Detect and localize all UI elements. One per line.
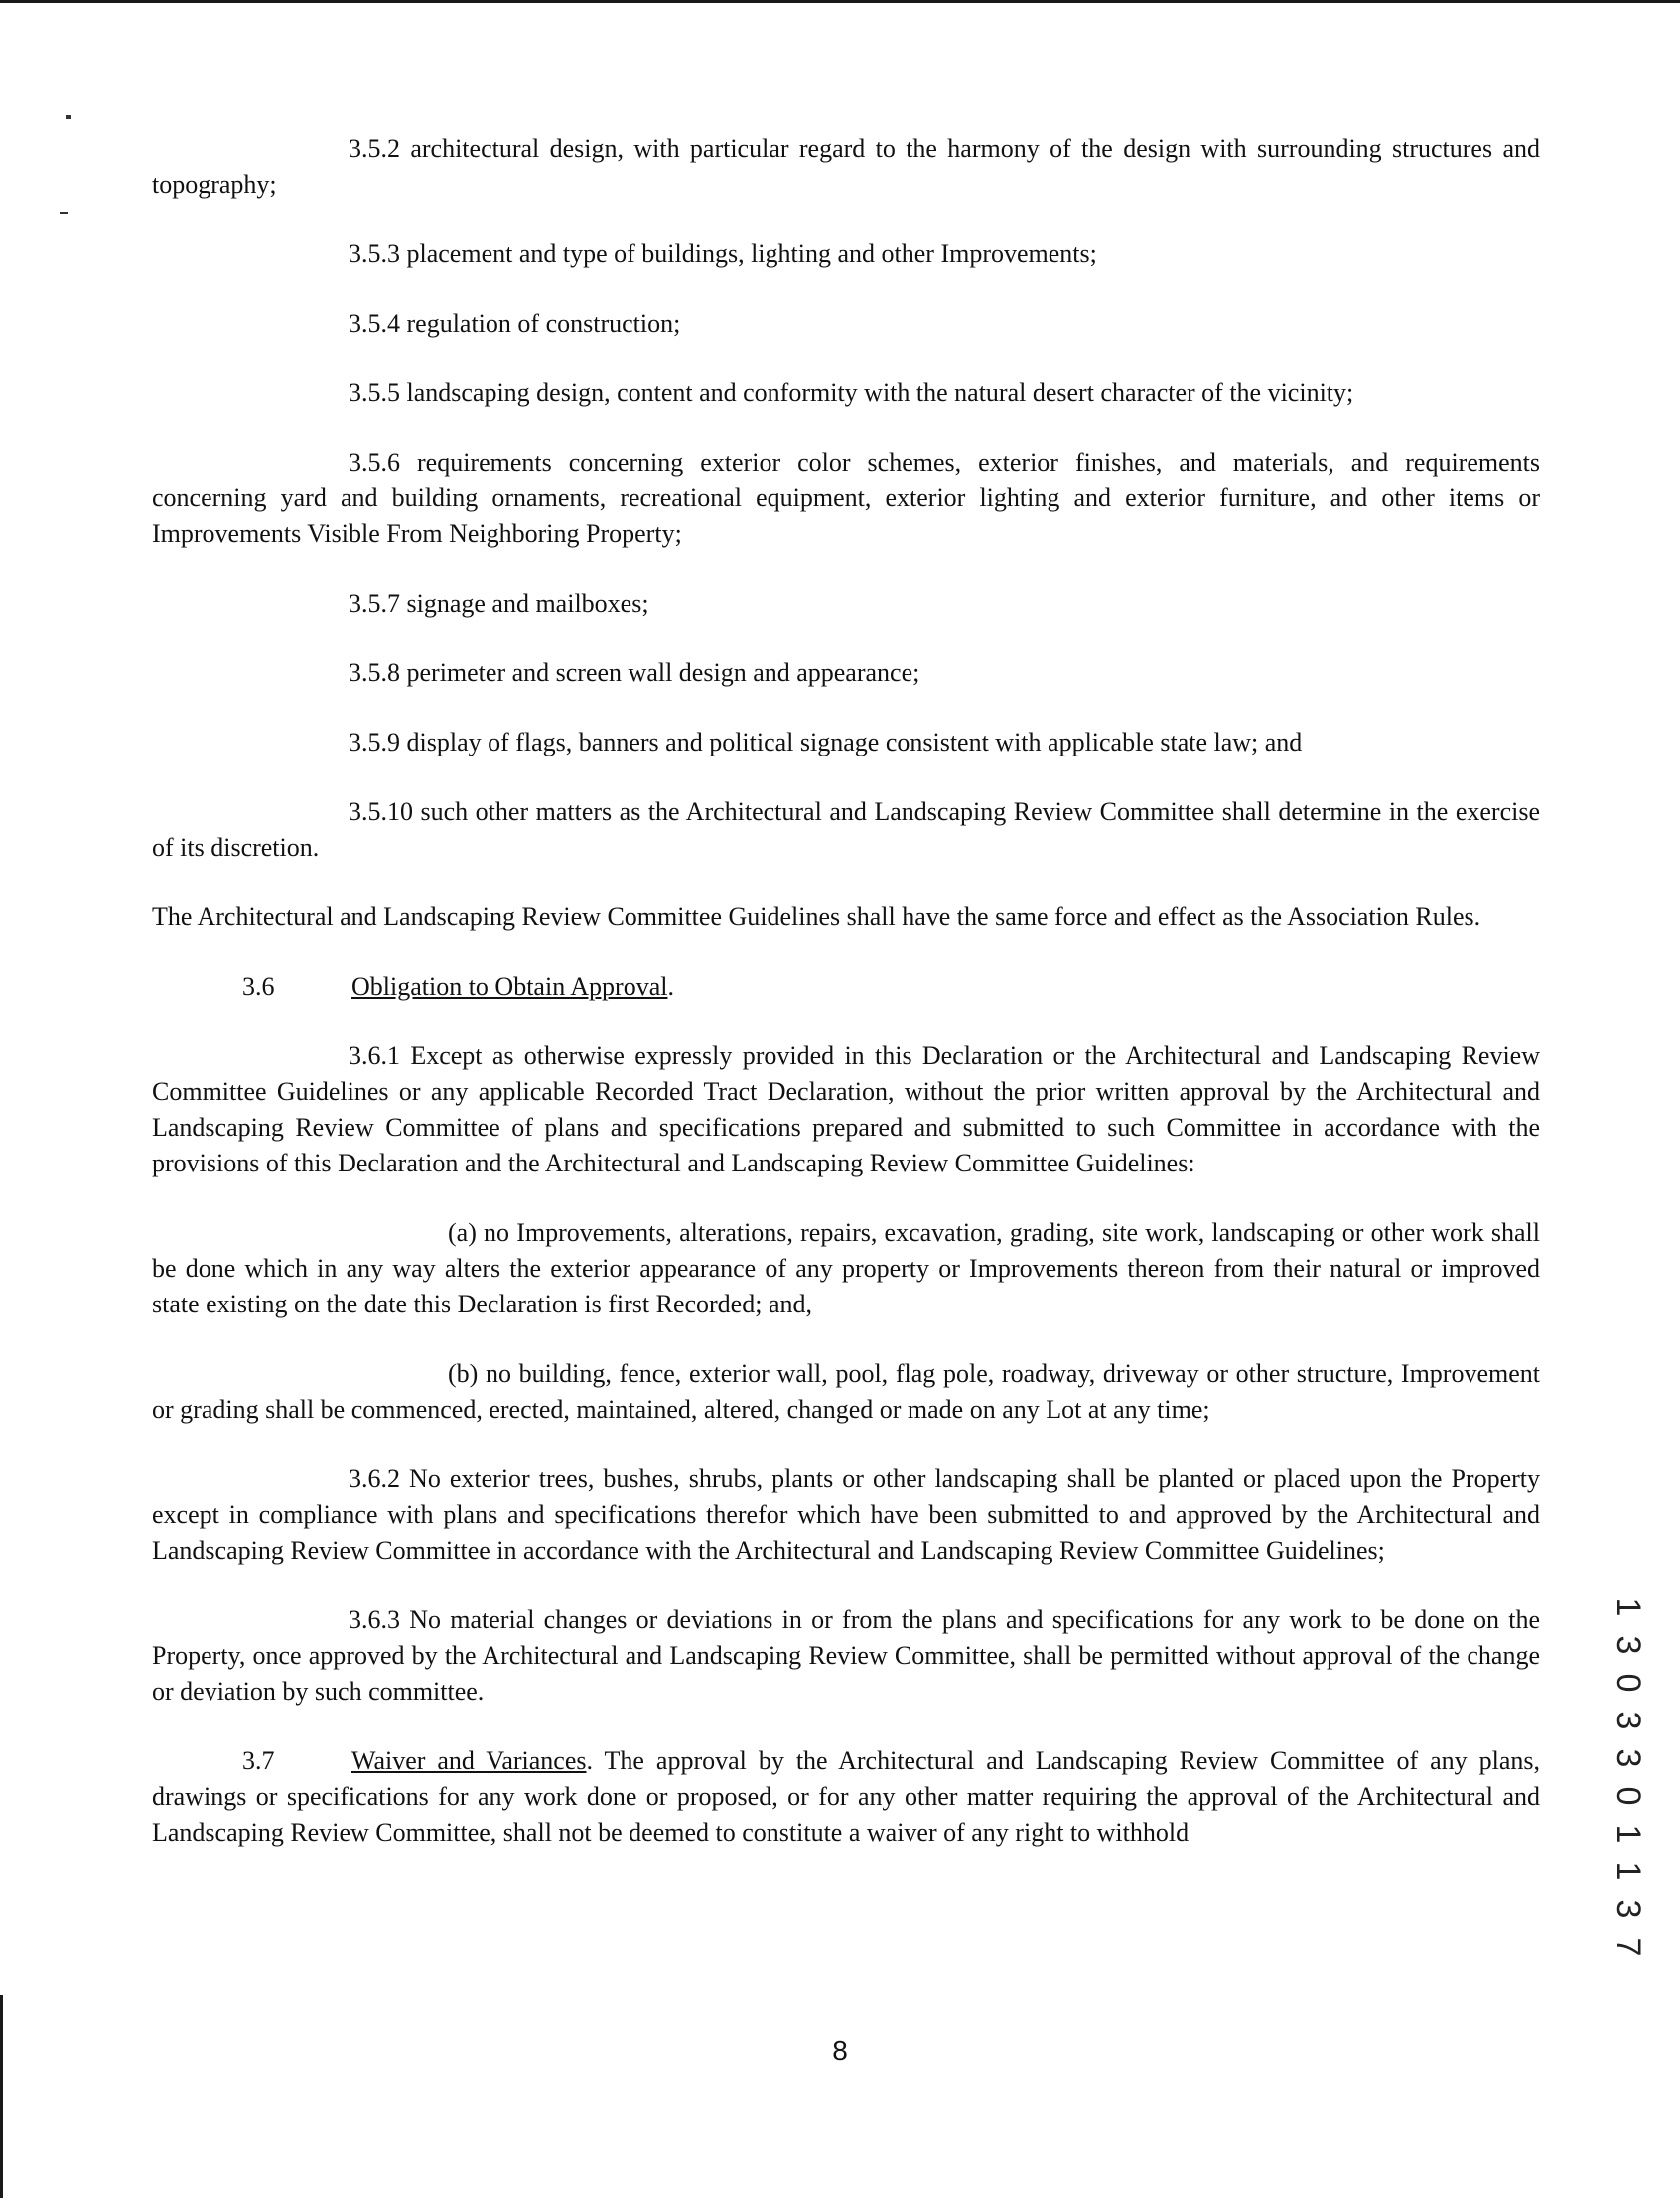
stamp-digit: 1: [1610, 1597, 1647, 1617]
top-border-line: [0, 0, 1680, 3]
stamp-digit: 1: [1610, 1824, 1647, 1844]
paragraph-3-5-9: 3.5.9 display of flags, banners and political signage consistent with applicable state law; and: [349, 728, 1303, 756]
document-body: [152, 131, 1540, 1884]
section-number: 3.7: [242, 1746, 275, 1775]
paragraph-3-5-8: 3.5.8 perimeter and screen wall design and appearance;: [349, 658, 920, 687]
paragraph-3-5-10: 3.5.10 such other matters as the Architectural and Landscaping Review Committee shall determine in the exercise of its discretion.: [152, 797, 1540, 862]
paragraph-3-6-2: 3.6.2 No exterior trees, bushes, shrubs, plants or other landscaping shall be planted or placed upon the Property except in compliance with plans and specifications therefor which have been submitted to and approved by the Architectural and Landscaping Review Committee in accordance with the Architectural and Landscaping Review Committee Guidelines;: [152, 1464, 1540, 1565]
page-number: 8: [832, 2035, 848, 2066]
recording-stamp: [1609, 1588, 1648, 1966]
section-3-7-paragraph: 3.7 Waiver and Variances. The approval by the Architectural and Landscaping Review Committee of any plans, drawings or specifications for any work done or proposed, or for any other matter requiring the approval of the Architectural and Landscaping Review Committee, shall not be deemed to constitute a waiver of any right to withhold: [152, 1743, 1540, 1851]
stamp-digit: 3: [1610, 1899, 1647, 1919]
section-3-7-text: The approval by the Architectural and Landscaping Review Committee of any plans, drawings or specifications for any work done or proposed, or for any other matter requiring the approval of the Architectural and Landscaping Review Committee, shall not be deemed to constitute a waiver of any right to withhold: [152, 1746, 1541, 1847]
paragraph-3-5-7: 3.5.7 signage and mailboxes;: [349, 589, 649, 618]
paragraph-b: (b) no building, fence, exterior wall, pool, flag pole, roadway, driveway or other structure, Improvement or grading shall be commenced, erected, maintained, altered, changed or made on any Lot at any time;: [152, 1359, 1540, 1424]
stamp-digit: 7: [1610, 1937, 1647, 1957]
left-scan-edge: [0, 1995, 3, 2198]
section-number: 3.6: [242, 972, 275, 1001]
section-title: Obligation to Obtain Approval: [351, 972, 668, 1001]
scan-speck: [60, 212, 68, 214]
paragraph-3-5-5: 3.5.5 landscaping design, content and conformity with the natural desert character of the vicinity;: [349, 378, 1354, 407]
stamp-digit: 1: [1610, 1861, 1647, 1881]
paragraph-3-6-1: 3.6.1 Except as otherwise expressly provided in this Declaration or the Architectural and Landscaping Review Committee Guidelines or any applicable Recorded Tract Declaration, without the prior written approval by the Architectural and Landscaping Review Committee of plans and specifications prepared and submitted to such Committee in accordance with the provisions of this Declaration and the Architectural and Landscaping Review Committee Guidelines:: [152, 1041, 1540, 1177]
paragraph-3-6-3: 3.6.3 No material changes or deviations in or from the plans and specifications for any work to be done on the Property, once approved by the Architectural and Landscaping Review Committee, shall be permitted without approval of the change or deviation by such committee.: [152, 1605, 1540, 1706]
stamp-digit: 3: [1610, 1711, 1647, 1730]
paragraph-3-5-4: 3.5.4 regulation of construction;: [349, 309, 681, 338]
paragraph-guidelines-force: The Architectural and Landscaping Review Committee Guidelines shall have the same force and effect as the Association Rules.: [152, 902, 1481, 931]
paragraph-a: (a) no Improvements, alterations, repairs, excavation, grading, site work, landscaping or other work shall be done which in any way alters the exterior appearance of any property or Improvements thereon from their natural or improved state existing on the date this Declaration is first Recorded; and,: [152, 1218, 1540, 1318]
scan-speck: [66, 115, 71, 119]
section-title: Waiver and Variances: [351, 1746, 587, 1775]
stamp-digit: 3: [1610, 1748, 1647, 1768]
stamp-digit: 0: [1610, 1673, 1647, 1693]
section-3-6-heading: 3.6 Obligation to Obtain Approval.: [152, 969, 1540, 1005]
paragraph-3-5-2: 3.5.2 architectural design, with particular regard to the harmony of the design with surrounding structures and topography;: [152, 134, 1540, 199]
paragraph-3-5-6: 3.5.6 requirements concerning exterior color schemes, exterior finishes, and materials, and requirements concerning yard and building ornaments, recreational equipment, exterior lighting and exterior furniture, and other items or Improvements Visible From Neighboring Property;: [152, 448, 1540, 548]
paragraph-3-5-3: 3.5.3 placement and type of buildings, lighting and other Improvements;: [349, 239, 1097, 268]
stamp-digit: 3: [1610, 1635, 1647, 1655]
stamp-digit: 0: [1610, 1786, 1647, 1806]
